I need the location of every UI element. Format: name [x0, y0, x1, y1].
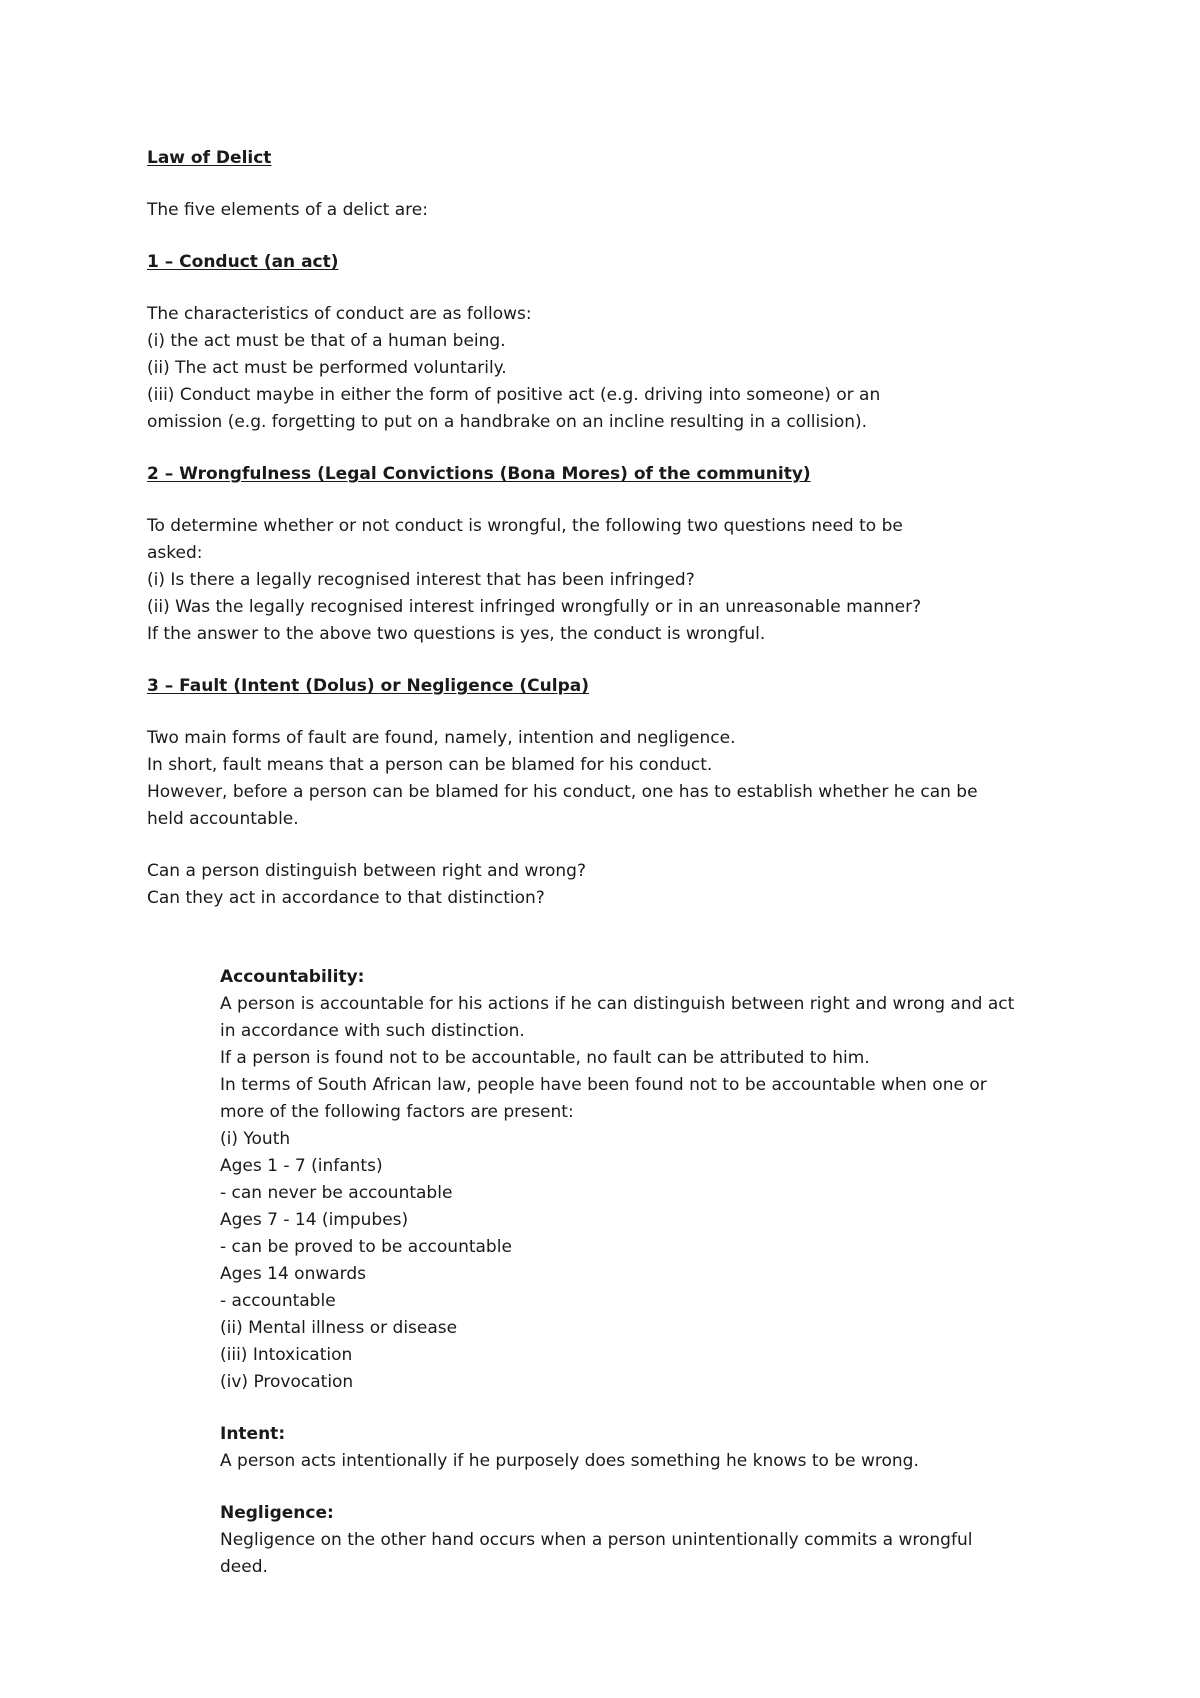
fault-details — [220, 964, 1080, 1581]
fault-line: In short, fault means that a person can be blamed for his conduct. — [147, 755, 713, 775]
accountability-line: (iv) Provocation — [220, 1372, 354, 1392]
accountability-heading: Accountability: — [220, 967, 365, 987]
conduct-line: The characteristics of conduct are as follows: — [147, 304, 532, 324]
conduct-heading: 1 – Conduct (an act) — [147, 252, 339, 272]
wrongfulness-line: (i) Is there a legally recognised interest that has been infringed? — [147, 570, 695, 590]
fault-heading: 3 – Fault (Intent (Dolus) or Negligence (Culpa) — [147, 676, 589, 696]
wrongfulness-line: To determine whether or not conduct is wrongful, the following two questions need to be — [147, 516, 903, 536]
negligence-heading: Negligence: — [220, 1503, 334, 1523]
accountability-line: (i) Youth — [220, 1129, 291, 1149]
conduct-line: omission (e.g. forgetting to put on a handbrake on an incline resulting in a collision). — [147, 412, 868, 432]
accountability-line: - can be proved to be accountable — [220, 1237, 512, 1257]
fault-line: held accountable. — [147, 809, 299, 829]
fault-line: Two main forms of fault are found, namely, intention and negligence. — [147, 728, 736, 748]
accountability-line: - accountable — [220, 1291, 336, 1311]
negligence-line: deed. — [220, 1557, 268, 1577]
wrongfulness-line: (ii) Was the legally recognised interest infringed wrongfully or in an unreasonable manner? — [147, 597, 922, 617]
accountability-line: Ages 1 - 7 (infants) — [220, 1156, 383, 1176]
intro-text: The five elements of a delict are: — [147, 200, 428, 220]
wrongfulness-heading: 2 – Wrongfulness (Legal Convictions (Bona Mores) of the community) — [147, 464, 811, 484]
conduct-line: (i) the act must be that of a human being. — [147, 331, 506, 351]
accountability-line: A person is accountable for his actions if he can distinguish between right and wrong and act — [220, 994, 1015, 1014]
accountability-line: more of the following factors are present: — [220, 1102, 574, 1122]
conduct-line: (ii) The act must be performed voluntarily. — [147, 358, 507, 378]
intent-heading: Intent: — [220, 1424, 286, 1444]
wrongfulness-line: asked: — [147, 543, 203, 563]
accountability-line: Ages 7 - 14 (impubes) — [220, 1210, 409, 1230]
document-body — [147, 145, 1077, 1581]
accountability-line: If a person is found not to be accountable, no fault can be attributed to him. — [220, 1048, 870, 1068]
fault-question: Can a person distinguish between right and wrong? — [147, 861, 586, 881]
accountability-line: - can never be accountable — [220, 1183, 453, 1203]
accountability-line: In terms of South African law, people have been found not to be accountable when one or — [220, 1075, 987, 1095]
fault-line: However, before a person can be blamed for his conduct, one has to establish whether he can be — [147, 782, 978, 802]
fault-question: Can they act in accordance to that distinction? — [147, 888, 545, 908]
negligence-line: Negligence on the other hand occurs when a person unintentionally commits a wrongful — [220, 1530, 973, 1550]
conduct-line: (iii) Conduct maybe in either the form of positive act (e.g. driving into someone) or an — [147, 385, 881, 405]
accountability-line: (ii) Mental illness or disease — [220, 1318, 458, 1338]
accountability-line: in accordance with such distinction. — [220, 1021, 525, 1041]
document-title: Law of Delict — [147, 148, 272, 168]
wrongfulness-line: If the answer to the above two questions is yes, the conduct is wrongful. — [147, 624, 766, 644]
accountability-line: (iii) Intoxication — [220, 1345, 353, 1365]
intent-line: A person acts intentionally if he purposely does something he knows to be wrong. — [220, 1451, 919, 1471]
accountability-line: Ages 14 onwards — [220, 1264, 367, 1284]
